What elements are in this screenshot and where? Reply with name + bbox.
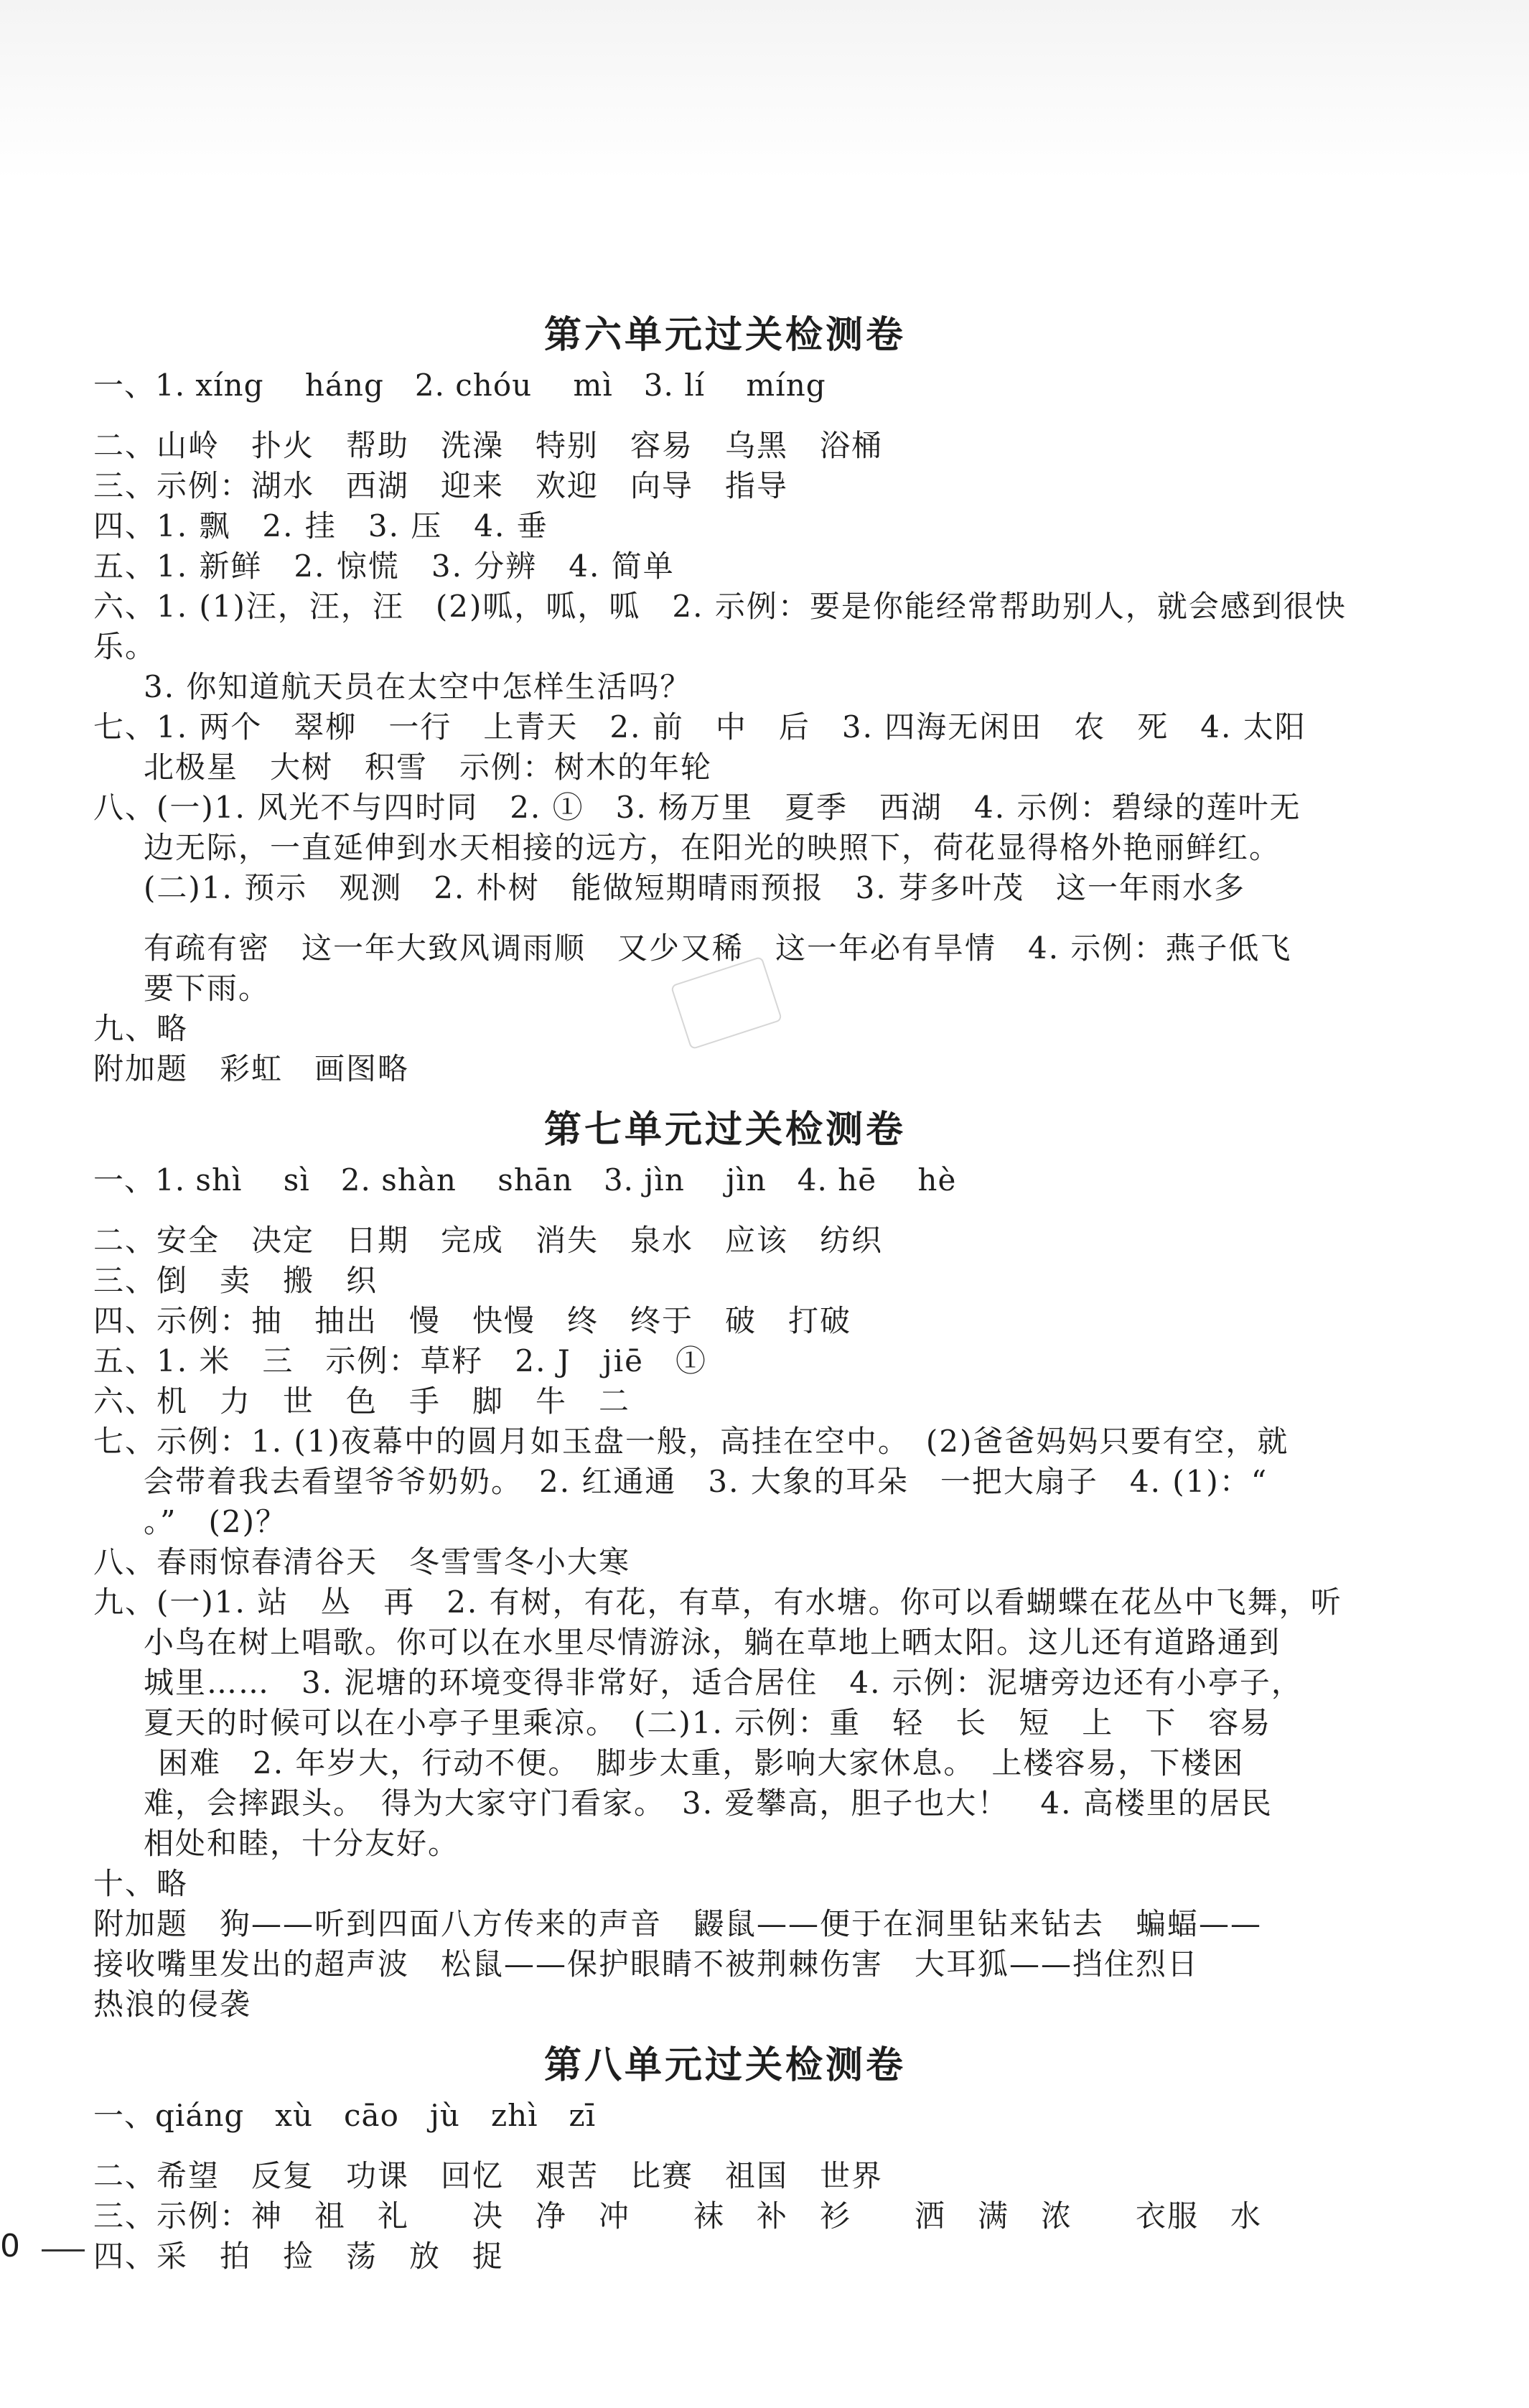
answer-line: 八、(一)1. 风光不与四时同 2. ① 3. 杨万里 夏季 西湖 4. 示例：碧绿的莲叶无 bbox=[93, 790, 1301, 825]
answer-line: 九、略 bbox=[93, 1011, 189, 1046]
answer-line: 五、1. 米 三 示例：草籽 2. J jiē ① bbox=[93, 1343, 707, 1378]
answer-line: 有疏有密 这一年大致风调雨顺 又少又稀 这一年必有旱情 4. 示例：燕子低飞 bbox=[144, 930, 1292, 966]
section-title-8: 第八单元过关检测卷 bbox=[543, 2043, 906, 2087]
answer-line: 三、示例：湖水 西湖 迎来 欢迎 向导 指导 bbox=[93, 468, 789, 503]
answer-line: 相处和睦，十分友好。 bbox=[144, 1826, 460, 1861]
section-title-7: 第七单元过关检测卷 bbox=[543, 1108, 906, 1152]
answer-line: 十、略 bbox=[93, 1866, 189, 1901]
section-title-6: 第六单元过关检测卷 bbox=[543, 313, 906, 357]
answer-column bbox=[93, 294, 1357, 2277]
top-margin bbox=[0, 0, 1529, 179]
answer-line: 一、1. xíng háng 2. chóu mì 3. lí míng bbox=[93, 368, 826, 403]
answer-line: 二、希望 反复 功课 回忆 艰苦 比赛 祖国 世界 bbox=[93, 2158, 884, 2193]
answer-line: 附加题 狗——听到四面八方传来的声音 鼹鼠——便于在洞里钻来钻去 蝙蝠—— bbox=[93, 1906, 1263, 1941]
page-number-dash bbox=[42, 2249, 85, 2251]
answer-line: 3. 你知道航天员在太空中怎样生活吗？ bbox=[144, 669, 692, 704]
answer-line: 六、1. (1)汪，汪，汪 (2)呱，呱，呱 2. 示例：要是你能经常帮助别人，就会感到很快乐。 bbox=[93, 589, 1347, 664]
answer-line: (二)1. 预示 观测 2. 朴树 能做短期晴雨预报 3. 芽多叶茂 这一年雨水多 bbox=[144, 870, 1246, 905]
answer-line: 要下雨。 bbox=[144, 971, 271, 1006]
answer-line: 接收嘴里发出的超声波 松鼠——保护眼睛不被荆棘伤害 大耳狐——挡住烈日 bbox=[93, 1946, 1200, 1982]
answer-line: 一、qiáng xù cāo jù zhì zī bbox=[93, 2098, 597, 2133]
answer-line: 热浪的侵袭 bbox=[93, 1987, 252, 2022]
page-number: 0 bbox=[0, 2228, 20, 2264]
answer-line: 困难 2. 年岁大，行动不便。 脚步太重，影响大家休息。 上楼容易，下楼困 bbox=[158, 1745, 1245, 1781]
answer-line: 三、示例：神 祖 礼 决 净 冲 袜 补 衫 洒 满 浓 衣服 水 bbox=[93, 2198, 1263, 2234]
answer-line: 。” (2)？ bbox=[144, 1504, 287, 1539]
answer-line: 八、春雨惊春清谷天 冬雪雪冬小大寒 bbox=[93, 1544, 631, 1579]
answer-line: 城里…… 3. 泥塘的环境变得非常好，适合居住 4. 示例：泥塘旁边还有小亭子， bbox=[144, 1665, 1303, 1700]
answer-line: 小鸟在树上唱歌。你可以在水里尽情游泳，躺在草地上晒太阳。这儿还有道路通到 bbox=[144, 1625, 1281, 1660]
answer-line: 附加题 彩虹 画图略 bbox=[93, 1051, 410, 1086]
answer-line: 北极星 大树 积雪 示例：树木的年轮 bbox=[144, 750, 713, 785]
answer-line: 四、示例：抽 抽出 慢 快慢 终 终于 破 打破 bbox=[93, 1303, 852, 1338]
answer-line: 一、1. shì sì 2. shàn shān 3. jìn jìn 4. hē hè bbox=[93, 1162, 957, 1198]
answer-line: 二、安全 决定 日期 完成 消失 泉水 应该 纺织 bbox=[93, 1223, 884, 1258]
answer-line: 四、采 拍 捡 荡 放 捉 bbox=[93, 2239, 505, 2274]
answer-line: 七、1. 两个 翠柳 一行 上青天 2. 前 中 后 3. 四海无闲田 农 死 4. 太阳 bbox=[93, 709, 1306, 745]
answer-line: 六、机 力 世 色 手 脚 牛 二 bbox=[93, 1383, 631, 1419]
answer-line: 四、1. 飘 2. 挂 3. 压 4. 垂 bbox=[93, 508, 548, 543]
answer-line: 二、山岭 扑火 帮助 洗澡 特别 容易 乌黑 浴桶 bbox=[93, 428, 884, 463]
answer-line: 九、(一)1. 站 丛 再 2. 有树，有花，有草，有水塘。你可以看蝴蝶在花丛中飞舞，听 bbox=[93, 1585, 1342, 1620]
answer-line: 三、倒 卖 搬 织 bbox=[93, 1263, 378, 1298]
answer-line: 难，会摔跟头。 得为大家守门看家。 3. 爱攀高，胆子也大！ 4. 高楼里的居民 bbox=[144, 1786, 1273, 1821]
answer-line: 边无际，一直延伸到水天相接的远方，在阳光的映照下，荷花显得格外艳丽鲜红。 bbox=[144, 830, 1281, 865]
answer-line: 会带着我去看望爷爷奶奶。 2. 红通通 3. 大象的耳朵 一把大扇子 4. (1)：“ bbox=[144, 1464, 1268, 1499]
answer-line: 五、1. 新鲜 2. 惊慌 3. 分辨 4. 简单 bbox=[93, 549, 675, 584]
answer-line: 七、示例：1. (1)夜幕中的圆月如玉盘一般，高挂在空中。 (2)爸爸妈妈只要有空，就 bbox=[93, 1424, 1289, 1459]
answer-line: 夏天的时候可以在小亭子里乘凉。 (二)1. 示例：重 轻 长 短 上 下 容易 bbox=[144, 1705, 1272, 1740]
